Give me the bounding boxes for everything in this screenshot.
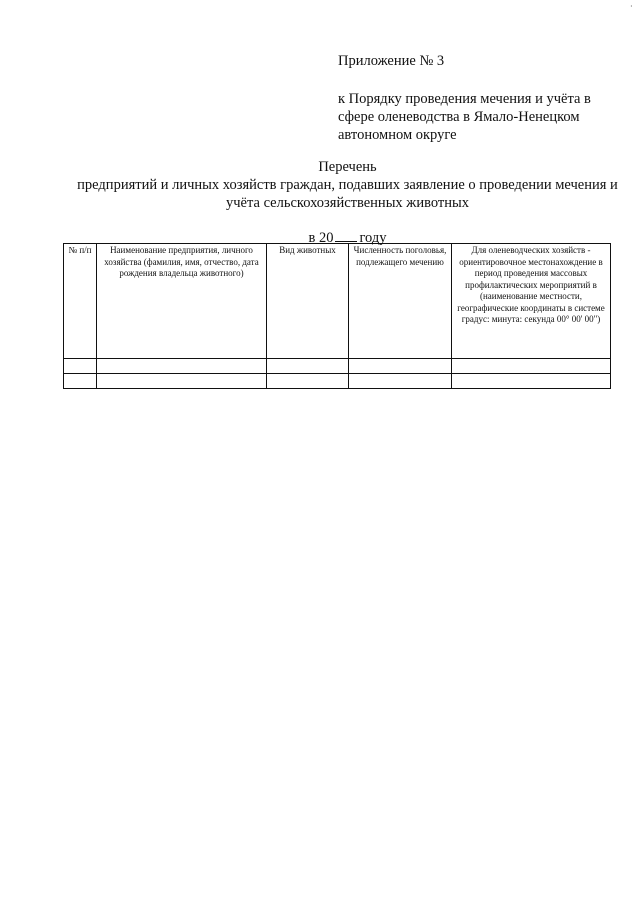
table-cell[interactable] (64, 374, 97, 389)
table-row (64, 374, 611, 389)
appendix-title: Приложение № 3 (338, 53, 445, 69)
header-livestock-count: Численность поголовья, подлежащего мечению (349, 244, 452, 359)
table-cell[interactable] (267, 374, 349, 389)
register-table (63, 243, 611, 389)
table-row (64, 359, 611, 374)
table-cell[interactable] (452, 359, 611, 374)
header-enterprise-name: Наименование предприятия, личного хозяйства (фамилия, имя, отчество, дата рождения владельца животного) (97, 244, 267, 359)
year-blank-field (335, 229, 357, 242)
document-heading (60, 158, 635, 212)
table-cell[interactable] (97, 374, 267, 389)
header-number: № п/п (64, 244, 97, 359)
year-suffix: году (359, 230, 387, 246)
table-cell[interactable] (452, 374, 611, 389)
appendix-block (338, 52, 628, 144)
appendix-reference: к Порядку проведения мечения и учёта в сфере оленеводства в Ямало-Ненецком автономном округе (338, 91, 591, 143)
header-location: Для оленеводческих хозяйств - ориентировочное местонахождение в период проведения массовых профилактических мероприятий в (наименование местности, географические координаты в системе градус: минута: секунда 00° 00' 00") (452, 244, 611, 359)
header-animal-type: Вид животных (267, 244, 349, 359)
table-cell[interactable] (349, 374, 452, 389)
table-header-row (64, 244, 611, 359)
document-subtitle: предприятий и личных хозяйств граждан, подавших заявление о проведении мечения и учёта сельскохозяйственных животных (77, 177, 618, 211)
document-title: Перечень (318, 159, 377, 175)
table-cell[interactable] (349, 359, 452, 374)
table-cell[interactable] (97, 359, 267, 374)
corner-mark: · (630, 2, 633, 11)
year-prefix: в 20 (308, 230, 334, 246)
table-cell[interactable] (64, 359, 97, 374)
table-cell[interactable] (267, 359, 349, 374)
